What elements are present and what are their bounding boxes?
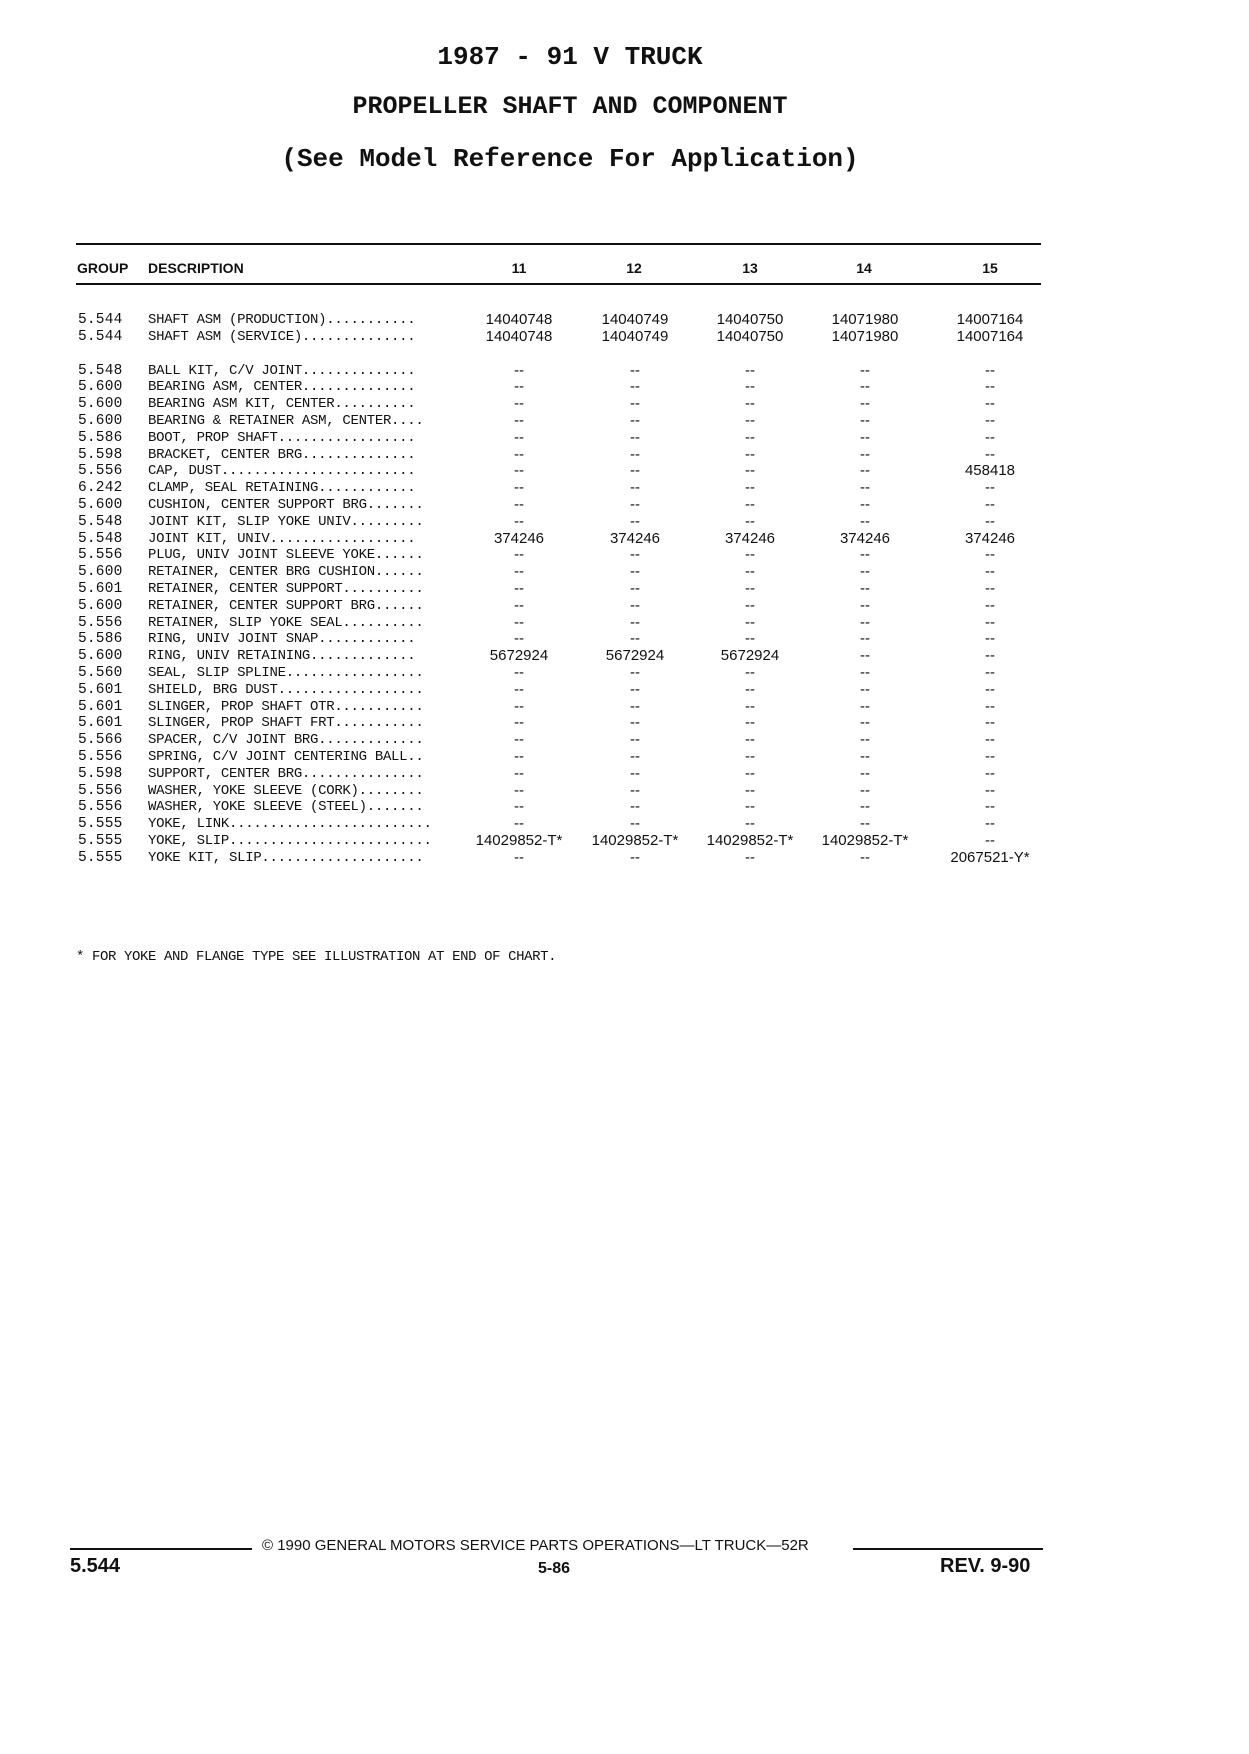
table-row [76, 615, 1056, 632]
header-col-12: 12 [626, 260, 642, 276]
cell-part-number: -- [745, 848, 755, 866]
cell-part-number: -- [745, 378, 755, 396]
footer-rule-left [70, 1548, 252, 1550]
footer-group-ref: 5.544 [70, 1555, 121, 1577]
table-row [76, 715, 1056, 732]
cell-part-number: -- [860, 647, 870, 665]
footer-copyright: © 1990 GENERAL MOTORS SERVICE PARTS OPERATIONS—LT TRUCK—52R [262, 1537, 809, 1554]
cell-part-number: -- [985, 411, 995, 429]
table-top-rule [76, 243, 1041, 245]
cell-description: BRACKET, CENTER BRG.............. [148, 446, 416, 463]
cell-part-number: -- [860, 630, 870, 648]
cell-part-number: -- [985, 495, 995, 513]
cell-part-number: -- [630, 731, 640, 749]
table-row [76, 766, 1056, 783]
cell-part-number: -- [985, 479, 995, 497]
application-note: (See Model Reference For Application) [281, 144, 859, 174]
cell-part-number: -- [985, 630, 995, 648]
cell-part-number: -- [860, 596, 870, 614]
cell-part-number: -- [745, 781, 755, 799]
page-subtitle: PROPELLER SHAFT AND COMPONENT [352, 92, 788, 121]
cell-group: 5.601 [78, 580, 123, 597]
cell-part-number: -- [630, 378, 640, 396]
cell-part-number: -- [514, 428, 524, 446]
table-row [76, 396, 1056, 413]
cell-part-number: -- [985, 395, 995, 413]
cell-part-number: -- [514, 747, 524, 765]
cell-part-number: -- [860, 747, 870, 765]
cell-part-number: -- [985, 747, 995, 765]
cell-group: 5.601 [78, 698, 123, 715]
cell-group: 6.242 [78, 480, 123, 497]
cell-group: 5.600 [78, 597, 123, 614]
cell-part-number: -- [630, 361, 640, 379]
cell-part-number: -- [985, 445, 995, 463]
cell-part-number: -- [860, 445, 870, 463]
cell-part-number: 14007164 [956, 311, 1024, 328]
cell-part-number: -- [985, 361, 995, 379]
cell-part-number: -- [985, 546, 995, 564]
footer-rule-right [853, 1548, 1043, 1550]
cell-description: SPRING, C/V JOINT CENTERING BALL.. [148, 748, 424, 765]
cell-part-number: -- [630, 546, 640, 564]
cell-part-number: 5672924 [489, 647, 549, 665]
cell-description: JOINT KIT, UNIV.................. [148, 530, 416, 547]
cell-description: YOKE KIT, SLIP.................... [148, 849, 424, 866]
cell-description: PLUG, UNIV JOINT SLEEVE YOKE...... [148, 547, 424, 564]
cell-part-number: -- [630, 596, 640, 614]
cell-part-number: -- [985, 647, 995, 665]
cell-part-number: -- [985, 731, 995, 749]
cell-group: 5.544 [78, 312, 123, 328]
cell-part-number: -- [985, 781, 995, 799]
cell-group: 5.556 [78, 463, 123, 480]
cell-part-number: -- [514, 798, 524, 816]
cell-description: BOOT, PROP SHAFT................. [148, 429, 416, 446]
cell-part-number: -- [745, 479, 755, 497]
cell-part-number: -- [745, 815, 755, 833]
cell-part-number: -- [985, 512, 995, 530]
table-row [76, 497, 1056, 514]
header-col-14: 14 [856, 260, 872, 276]
cell-group: 5.566 [78, 732, 123, 749]
table-row [76, 514, 1056, 531]
table-row [76, 699, 1056, 716]
cell-part-number: -- [860, 663, 870, 681]
table-row [76, 816, 1056, 833]
parts-table-body [76, 312, 1056, 867]
cell-part-number: -- [985, 579, 995, 597]
cell-part-number: -- [745, 563, 755, 581]
cell-part-number: -- [860, 798, 870, 816]
cell-part-number: -- [514, 495, 524, 513]
header-row [76, 258, 1041, 280]
cell-part-number: -- [745, 546, 755, 564]
cell-part-number: -- [745, 697, 755, 715]
cell-description: SHAFT ASM (PRODUCTION)........... [148, 312, 416, 328]
cell-part-number: 458418 [964, 462, 1016, 480]
cell-part-number: -- [514, 848, 524, 866]
cell-part-number: -- [985, 815, 995, 833]
header-group: GROUP [77, 260, 129, 276]
table-row [76, 329, 1056, 346]
cell-part-number: 14029852-T* [821, 831, 909, 849]
table-row [76, 447, 1056, 464]
table-row [76, 631, 1056, 648]
header-rule [76, 283, 1041, 285]
cell-description: SEAL, SLIP SPLINE................. [148, 664, 424, 681]
cell-part-number: -- [745, 714, 755, 732]
cell-description: CUSHION, CENTER SUPPORT BRG....... [148, 496, 424, 513]
cell-group: 5.548 [78, 513, 123, 530]
cell-description: RING, UNIV RETAINING............. [148, 648, 416, 665]
cell-description: YOKE, LINK......................... [148, 816, 432, 833]
cell-part-number: -- [630, 663, 640, 681]
cell-part-number: -- [630, 815, 640, 833]
cell-group: 5.560 [78, 664, 123, 681]
table-row [76, 581, 1056, 598]
cell-part-number: 14029852-T* [706, 831, 794, 849]
cell-part-number: -- [630, 462, 640, 480]
cell-group: 5.600 [78, 564, 123, 581]
header-col-15: 15 [982, 260, 998, 276]
cell-part-number: 374246 [964, 529, 1016, 547]
cell-part-number: -- [514, 546, 524, 564]
cell-part-number: 5672924 [605, 647, 665, 665]
cell-description: WASHER, YOKE SLEEVE (STEEL)....... [148, 799, 424, 816]
cell-description: BALL KIT, C/V JOINT.............. [148, 362, 416, 379]
cell-part-number: -- [860, 579, 870, 597]
cell-part-number: -- [745, 630, 755, 648]
cell-part-number: 374246 [724, 529, 776, 547]
cell-part-number: 374246 [839, 529, 891, 547]
cell-description: JOINT KIT, SLIP YOKE UNIV......... [148, 513, 424, 530]
cell-part-number: -- [860, 848, 870, 866]
table-row [76, 598, 1056, 615]
cell-part-number: -- [630, 798, 640, 816]
cell-part-number: -- [745, 395, 755, 413]
cell-part-number: -- [745, 495, 755, 513]
header-col-11: 11 [511, 260, 527, 276]
cell-description: CLAMP, SEAL RETAINING............ [148, 480, 416, 497]
table-row [76, 480, 1056, 497]
cell-part-number: -- [985, 596, 995, 614]
cell-group: 5.548 [78, 530, 123, 547]
cell-part-number: -- [860, 395, 870, 413]
table-row [76, 783, 1056, 800]
cell-part-number: -- [745, 613, 755, 631]
cell-group: 5.601 [78, 715, 123, 732]
cell-part-number: -- [630, 747, 640, 765]
cell-part-number: -- [745, 361, 755, 379]
cell-group: 5.586 [78, 429, 123, 446]
cell-part-number: -- [630, 445, 640, 463]
cell-part-number: -- [630, 714, 640, 732]
table-row [76, 463, 1056, 480]
cell-part-number: -- [860, 479, 870, 497]
table-row [76, 312, 1056, 329]
cell-part-number: -- [514, 411, 524, 429]
cell-description: RETAINER, CENTER BRG CUSHION...... [148, 564, 424, 581]
cell-part-number: -- [514, 445, 524, 463]
cell-part-number: -- [860, 714, 870, 732]
cell-part-number: -- [860, 546, 870, 564]
cell-part-number: -- [514, 714, 524, 732]
cell-part-number: -- [514, 630, 524, 648]
cell-group: 5.600 [78, 496, 123, 513]
cell-part-number: -- [630, 495, 640, 513]
table-row [76, 363, 1056, 380]
cell-group: 5.586 [78, 631, 123, 648]
table-row [76, 413, 1056, 430]
cell-part-number: -- [514, 663, 524, 681]
cell-description: RING, UNIV JOINT SNAP............ [148, 631, 416, 648]
cell-part-number: 14029852-T* [591, 831, 679, 849]
cell-group: 5.600 [78, 379, 123, 396]
cell-part-number: -- [745, 747, 755, 765]
cell-part-number: -- [514, 479, 524, 497]
cell-group: 5.556 [78, 782, 123, 799]
cell-part-number: 14040748 [485, 327, 553, 345]
cell-part-number: 5672924 [720, 647, 780, 665]
cell-description: RETAINER, SLIP YOKE SEAL.......... [148, 614, 424, 631]
cell-group: 5.601 [78, 681, 123, 698]
cell-part-number: -- [745, 445, 755, 463]
cell-part-number: -- [745, 512, 755, 530]
cell-part-number: 14040750 [716, 311, 784, 328]
cell-part-number: 374246 [609, 529, 661, 547]
table-row [76, 430, 1056, 447]
cell-part-number: -- [860, 462, 870, 480]
cell-part-number: -- [630, 579, 640, 597]
cell-group: 5.556 [78, 799, 123, 816]
cell-part-number: -- [860, 378, 870, 396]
cell-part-number: -- [985, 764, 995, 782]
cell-part-number: -- [745, 596, 755, 614]
cell-part-number: -- [860, 781, 870, 799]
cell-description: SHIELD, BRG DUST.................. [148, 681, 424, 698]
cell-part-number: -- [860, 411, 870, 429]
cell-group: 5.555 [78, 849, 123, 866]
cell-part-number: 14007164 [956, 327, 1024, 345]
cell-part-number: -- [514, 613, 524, 631]
cell-part-number: -- [745, 731, 755, 749]
cell-part-number: 14071980 [831, 311, 899, 328]
cell-part-number: -- [514, 579, 524, 597]
cell-part-number: 14040749 [601, 327, 669, 345]
cell-part-number: 14029852-T* [475, 831, 563, 849]
cell-part-number: 14071980 [831, 327, 899, 345]
cell-part-number: -- [630, 395, 640, 413]
parts-table-header [76, 258, 1041, 280]
cell-part-number: -- [630, 848, 640, 866]
cell-group: 5.544 [78, 328, 123, 345]
cell-part-number: -- [985, 663, 995, 681]
cell-part-number: -- [630, 411, 640, 429]
header-description: DESCRIPTION [148, 260, 244, 276]
cell-part-number: -- [860, 815, 870, 833]
cell-group: 5.556 [78, 748, 123, 765]
cell-part-number: -- [860, 613, 870, 631]
cell-part-number: -- [630, 512, 640, 530]
cell-part-number: -- [860, 563, 870, 581]
page-title: 1987 - 91 V TRUCK [437, 42, 703, 72]
cell-group: 5.555 [78, 832, 123, 849]
cell-part-number: -- [630, 697, 640, 715]
cell-part-number: -- [745, 462, 755, 480]
cell-part-number: -- [630, 680, 640, 698]
cell-part-number: -- [860, 512, 870, 530]
cell-group: 5.600 [78, 396, 123, 413]
table-row [76, 648, 1056, 665]
cell-part-number: -- [745, 663, 755, 681]
cell-description: WASHER, YOKE SLEEVE (CORK)........ [148, 782, 424, 799]
cell-part-number: -- [985, 613, 995, 631]
cell-part-number: -- [985, 697, 995, 715]
cell-group: 5.548 [78, 362, 123, 379]
header-col-13: 13 [742, 260, 758, 276]
cell-part-number: -- [514, 731, 524, 749]
cell-part-number: -- [985, 831, 995, 849]
cell-part-number: -- [630, 428, 640, 446]
cell-group: 5.556 [78, 614, 123, 631]
cell-description: BEARING ASM KIT, CENTER.......... [148, 396, 416, 413]
table-row [76, 531, 1056, 548]
cell-description: RETAINER, CENTER SUPPORT.......... [148, 580, 424, 597]
cell-group: 5.556 [78, 547, 123, 564]
cell-part-number: -- [514, 361, 524, 379]
cell-part-number: -- [985, 680, 995, 698]
footer-revision: REV. 9-90 [940, 1555, 1031, 1577]
cell-part-number: 374246 [493, 529, 545, 547]
table-row [76, 850, 1056, 867]
cell-part-number: -- [985, 798, 995, 816]
cell-part-number: -- [514, 563, 524, 581]
cell-part-number: -- [985, 428, 995, 446]
cell-part-number: -- [630, 613, 640, 631]
cell-part-number: -- [745, 764, 755, 782]
cell-description: BEARING & RETAINER ASM, CENTER.... [148, 412, 424, 429]
cell-group: 5.600 [78, 648, 123, 665]
footer-page-number: 5-86 [538, 1560, 571, 1577]
cell-part-number: -- [745, 411, 755, 429]
table-row [76, 833, 1056, 850]
cell-description: RETAINER, CENTER SUPPORT BRG...... [148, 597, 424, 614]
cell-part-number: -- [985, 714, 995, 732]
cell-part-number: -- [985, 378, 995, 396]
cell-part-number: -- [514, 697, 524, 715]
cell-description: SHAFT ASM (SERVICE).............. [148, 328, 416, 345]
cell-part-number: -- [514, 395, 524, 413]
cell-part-number: -- [514, 378, 524, 396]
cell-part-number: -- [860, 495, 870, 513]
cell-part-number: -- [745, 579, 755, 597]
table-row [76, 749, 1056, 766]
cell-part-number: -- [514, 781, 524, 799]
page-title-block [0, 40, 1140, 176]
table-row [76, 682, 1056, 699]
cell-part-number: -- [514, 596, 524, 614]
cell-description: SLINGER, PROP SHAFT FRT........... [148, 715, 424, 732]
cell-part-number: -- [860, 680, 870, 698]
cell-part-number: -- [514, 462, 524, 480]
cell-description: SUPPORT, CENTER BRG............... [148, 765, 424, 782]
cell-group: 5.598 [78, 446, 123, 463]
cell-description: SPACER, C/V JOINT BRG............. [148, 732, 424, 749]
cell-group: 5.555 [78, 816, 123, 833]
table-row [76, 799, 1056, 816]
cell-part-number: -- [985, 563, 995, 581]
cell-part-number: 14040748 [485, 311, 553, 328]
cell-part-number: -- [860, 361, 870, 379]
footnote: * FOR YOKE AND FLANGE TYPE SEE ILLUSTRATION AT END OF CHART. [76, 949, 557, 965]
cell-part-number: -- [745, 428, 755, 446]
cell-part-number: -- [860, 731, 870, 749]
cell-part-number: -- [745, 680, 755, 698]
cell-part-number: -- [630, 764, 640, 782]
cell-part-number: -- [514, 815, 524, 833]
table-row [76, 732, 1056, 749]
cell-part-number: -- [514, 512, 524, 530]
cell-part-number: -- [860, 697, 870, 715]
cell-part-number: -- [745, 798, 755, 816]
cell-part-number: -- [630, 781, 640, 799]
cell-part-number: -- [630, 630, 640, 648]
cell-part-number: -- [630, 479, 640, 497]
cell-part-number: -- [630, 563, 640, 581]
table-row [76, 547, 1056, 564]
cell-part-number: -- [860, 428, 870, 446]
table-row [76, 564, 1056, 581]
cell-description: BEARING ASM, CENTER.............. [148, 379, 416, 396]
cell-group: 5.600 [78, 412, 123, 429]
cell-part-number: 14040750 [716, 327, 784, 345]
cell-group: 5.598 [78, 765, 123, 782]
cell-part-number: -- [860, 764, 870, 782]
cell-description: YOKE, SLIP......................... [148, 832, 432, 849]
cell-part-number: 14040749 [601, 311, 669, 328]
table-row [76, 665, 1056, 682]
cell-part-number: -- [514, 764, 524, 782]
cell-part-number: 2067521-Y* [950, 848, 1030, 866]
cell-part-number: -- [514, 680, 524, 698]
cell-description: SLINGER, PROP SHAFT OTR........... [148, 698, 424, 715]
cell-description: CAP, DUST........................ [148, 463, 416, 480]
table-row [76, 379, 1056, 396]
